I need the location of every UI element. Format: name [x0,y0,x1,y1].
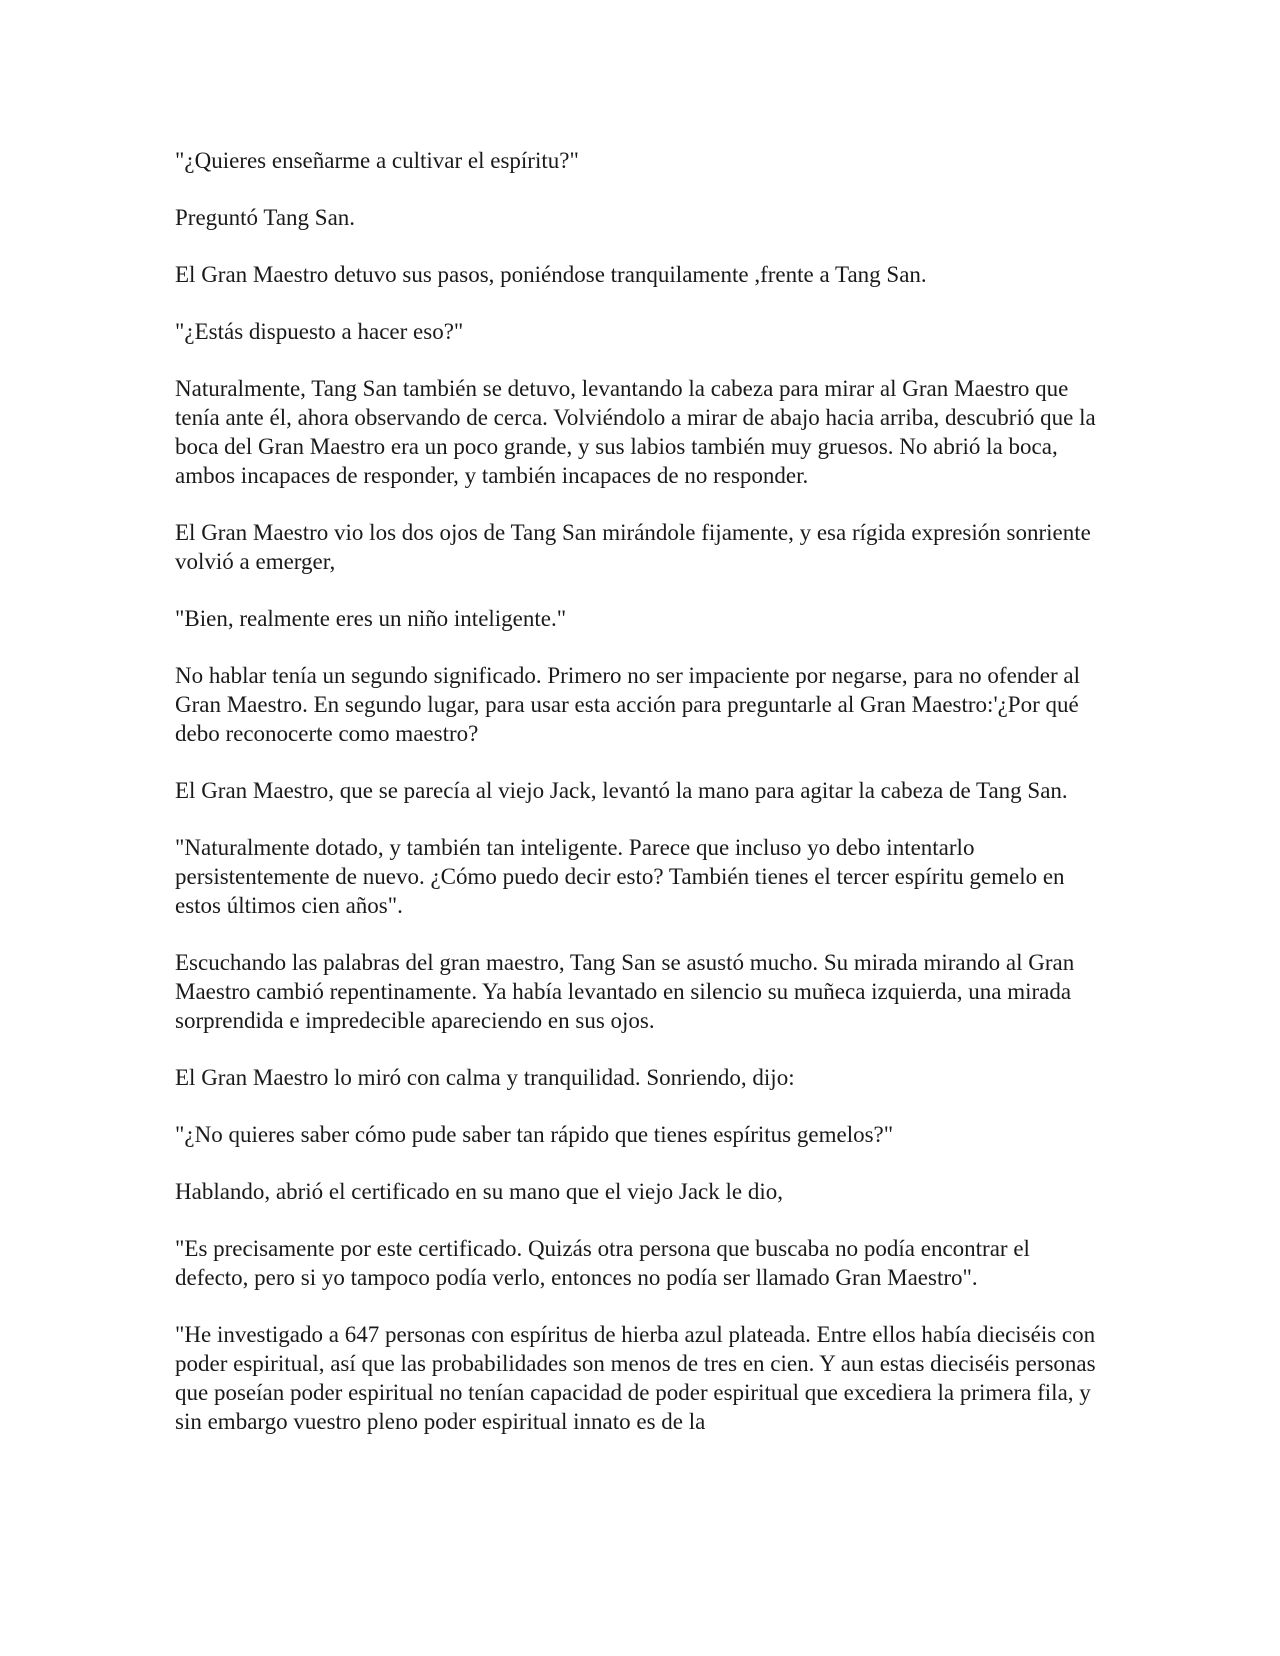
paragraph: Preguntó Tang San. [175,205,356,230]
paragraph: "Naturalmente dotado, y también tan inteligente. Parece que incluso yo debo intentarlo persistentemente de nuevo. ¿Cómo puedo decir esto? También tienes el tercer espíritu gemelo en estos últimos cien años". [175,835,1065,918]
paragraph: El Gran Maestro lo miró con calma y tranquilidad. Sonriendo, dijo: [175,1065,795,1090]
paragraph: El Gran Maestro, que se parecía al viejo Jack, levantó la mano para agitar la cabeza de Tang San. [175,778,1068,803]
paragraph: "Bien, realmente eres un niño inteligente." [175,606,567,631]
paragraph: "He investigado a 647 personas con espíritus de hierba azul plateada. Entre ellos había dieciséis con poder espiritual, así que las probabilidades son menos de tres en cien. Y aun estas dieciséis personas que poseían poder espiritual no tenían capacidad de poder espiritual que excediera la primera fila, y sin embargo vuestro pleno poder espiritual innato es de la [175,1322,1096,1434]
paragraph: El Gran Maestro vio los dos ojos de Tang San mirándole fijamente, y esa rígida expresión sonriente volvió a emerger, [175,520,1091,574]
paragraph: Escuchando las palabras del gran maestro, Tang San se asustó mucho. Su mirada mirando al Gran Maestro cambió repentinamente. Ya había levantado en silencio su muñeca izquierda, una mirada sorprendida e impredecible apareciendo en sus ojos. [175,950,1075,1033]
paragraph: El Gran Maestro detuvo sus pasos, poniéndose tranquilamente ,frente a Tang San. [175,262,927,287]
document-body [175,146,1105,1464]
paragraph: Naturalmente, Tang San también se detuvo, levantando la cabeza para mirar al Gran Maestro que tenía ante él, ahora observando de cerca. Volviéndolo a mirar de abajo hacia arriba, descubrió que la boca del Gran Maestro era un poco grande, y sus labios también muy gruesos. No abrió la boca, ambos incapaces de responder, y también incapaces de no responder. [175,376,1096,488]
paragraph: No hablar tenía un segundo significado. Primero no ser impaciente por negarse, para no ofender al Gran Maestro. En segundo lugar, para usar esta acción para preguntarle al Gran Maestro:'¿Por qué debo reconocerte como maestro? [175,663,1080,746]
paragraph: "¿No quieres saber cómo pude saber tan rápido que tienes espíritus gemelos?" [175,1122,894,1147]
paragraph: Hablando, abrió el certificado en su mano que el viejo Jack le dio, [175,1179,784,1204]
paragraph: "¿Estás dispuesto a hacer eso?" [175,319,464,344]
paragraph: "Es precisamente por este certificado. Quizás otra persona que buscaba no podía encontrar el defecto, pero si yo tampoco podía verlo, entonces no podía ser llamado Gran Maestro". [175,1236,1030,1290]
paragraph: "¿Quieres enseñarme a cultivar el espíritu?" [175,148,579,173]
